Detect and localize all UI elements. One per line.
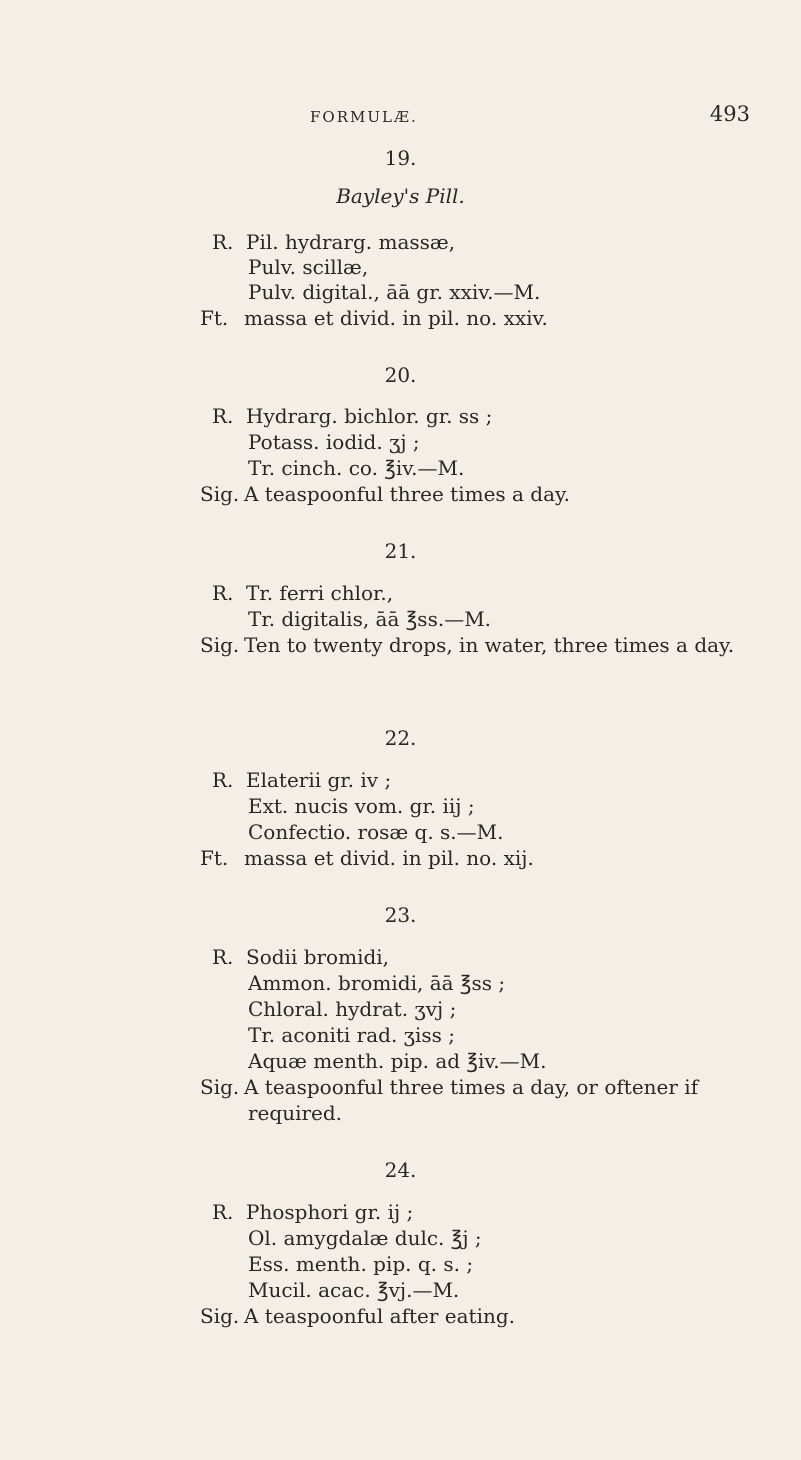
recipe-symbol: R. (212, 404, 234, 428)
recipe-symbol: R. (212, 945, 234, 969)
formula-text: Hydrarg. bichlor. gr. ss ; (246, 404, 493, 428)
directions-label: Sig. (200, 633, 240, 657)
formula-number: 19. (384, 146, 417, 170)
recipe-symbol: R. (212, 230, 234, 254)
formula-text: Elaterii gr. iv ; (246, 768, 392, 792)
formula-text: required. (248, 1101, 343, 1125)
formula-text: Tr. ferri chlor., (246, 581, 394, 605)
formula-text: Sodii bromidi, (246, 945, 390, 969)
page-number: 493 (709, 102, 750, 126)
formula-number: 21. (384, 539, 417, 563)
formula-text: Aquæ menth. pip. ad ℥iv.—M. (248, 1049, 547, 1073)
formula-text: massa et divid. in pil. no. xij. (244, 846, 534, 870)
formula-text: Ext. nucis vom. gr. iij ; (248, 794, 475, 818)
formula-text: A teaspoonful three times a day. (244, 482, 571, 506)
formula-text: Ten to twenty drops, in water, three times a day. (244, 633, 735, 657)
formula-text: Tr. digitalis, āā ℥ss.—M. (248, 607, 492, 631)
recipe-symbol: R. (212, 1200, 234, 1224)
formula-text: Potass. iodid. ʒj ; (248, 430, 420, 454)
formula-text: Ol. amygdalæ dulc. ℥j ; (248, 1226, 482, 1250)
recipe-symbol: R. (212, 581, 234, 605)
recipe-symbol: R. (212, 768, 234, 792)
formula-text: Pulv. scillæ, (248, 255, 369, 279)
formula-text: Pulv. digital., āā gr. xxiv.—M. (248, 280, 541, 304)
formula-number: 24. (384, 1158, 417, 1182)
formula-text: Mucil. acac. ℥vj.—M. (248, 1278, 460, 1302)
formula-text: Ammon. bromidi, āā ℥ss ; (248, 971, 506, 995)
formula-text: Chloral. hydrat. ʒvj ; (248, 997, 457, 1021)
formula-text: Phosphori gr. ij ; (246, 1200, 414, 1224)
formula-title: Bayley's Pill. (336, 184, 465, 208)
formula-number: 20. (384, 363, 417, 387)
formula-number: 23. (384, 903, 417, 927)
formula-text: Ess. menth. pip. q. s. ; (248, 1252, 474, 1276)
formula-text: Confectio. rosæ q. s.—M. (248, 820, 504, 844)
formula-text: massa et divid. in pil. no. xxiv. (244, 306, 548, 330)
formula-text: Tr. aconiti rad. ʒiss ; (248, 1023, 455, 1047)
formula-text: Tr. cinch. co. ℥iv.—M. (248, 456, 465, 480)
directions-label: Sig. (200, 1075, 240, 1099)
directions-label: Sig. (200, 1304, 240, 1328)
directions-label: Ft. (200, 306, 229, 330)
formula-text: A teaspoonful three times a day, or oftener if (244, 1075, 699, 1099)
directions-label: Ft. (200, 846, 229, 870)
formula-text: Pil. hydrarg. massæ, (246, 230, 456, 254)
formula-text: A teaspoonful after eating. (244, 1304, 516, 1328)
formula-number: 22. (384, 726, 417, 750)
running-head-title: FORMULÆ. (310, 108, 418, 126)
directions-label: Sig. (200, 482, 240, 506)
